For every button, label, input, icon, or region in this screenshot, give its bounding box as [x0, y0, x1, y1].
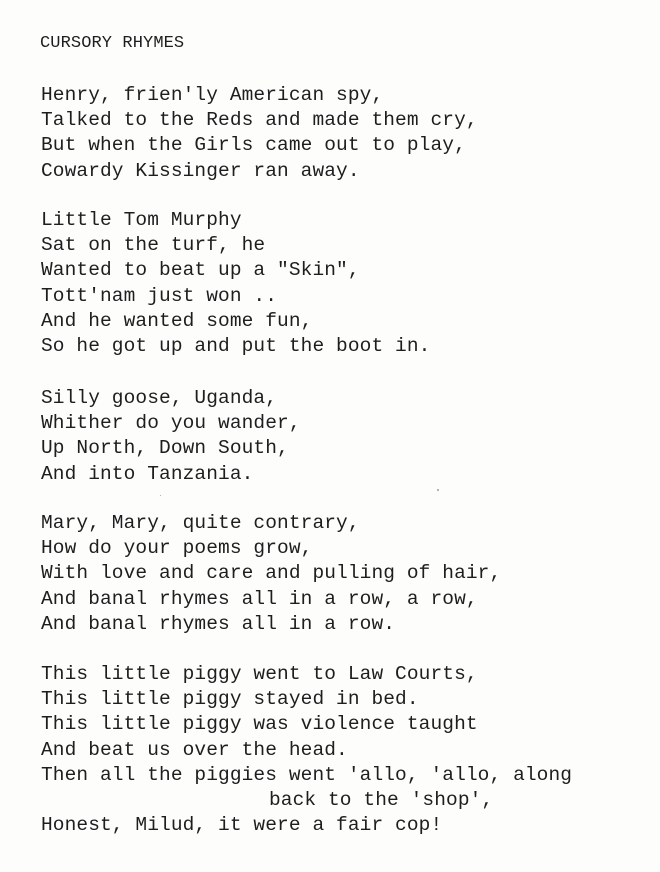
- poem-line: How do your poems grow,: [41, 537, 313, 560]
- poem-line: Cowardy Kissinger ran away.: [41, 159, 360, 182]
- stanza-silly-goose: [41, 386, 301, 487]
- poem-line: Wanted to beat up a "Skin",: [41, 259, 360, 282]
- poem-line: This little piggy stayed in bed.: [41, 688, 419, 711]
- poem-line: And banal rhymes all in a row.: [41, 612, 396, 635]
- poem-line: Then all the piggies went 'allo, 'allo, along: [41, 763, 573, 786]
- poem-line: Sat on the turf, he: [41, 234, 266, 257]
- poem-line: And banal rhymes all in a row, a row,: [41, 587, 478, 610]
- stanza-tom-murphy: [41, 208, 430, 359]
- poem-line: Mary, Mary, quite contrary,: [41, 512, 360, 534]
- stanza-mary-mary: [41, 511, 501, 637]
- stanza-little-piggy: [41, 662, 572, 838]
- poem-line: With love and care and pulling of hair,: [41, 562, 502, 585]
- poem-line: So he got up and put the boot in.: [41, 334, 431, 357]
- paper-speck: [437, 489, 439, 491]
- poem-line: Tott'nam just won ..: [41, 284, 278, 307]
- poem-line: Whither do you wander,: [41, 412, 301, 435]
- poem-line: This little piggy was violence taught: [41, 713, 478, 736]
- poem-line: Henry, frien'ly American spy,: [41, 84, 384, 106]
- stanza-henry: [41, 83, 478, 184]
- paper-speck: [160, 495, 161, 496]
- poem-line: And he wanted some fun,: [41, 309, 313, 332]
- poem-line-continuation: back to the 'shop',: [269, 788, 494, 811]
- poem-line: Little Tom Murphy: [41, 209, 242, 231]
- poem-line: But when the Girls came out to play,: [41, 134, 466, 157]
- poem-line: This little piggy went to Law Courts,: [41, 663, 478, 685]
- poem-line: Honest, Milud, it were a fair cop!: [41, 814, 443, 837]
- poem-line: Up North, Down South,: [41, 437, 289, 460]
- poem-line: Talked to the Reds and made them cry,: [41, 109, 478, 132]
- poem-line: Silly goose, Uganda,: [41, 387, 278, 409]
- poem-line: And into Tanzania.: [41, 462, 254, 485]
- poem-line: And beat us over the head.: [41, 738, 348, 761]
- poem-title: CURSORY RHYMES: [40, 34, 185, 53]
